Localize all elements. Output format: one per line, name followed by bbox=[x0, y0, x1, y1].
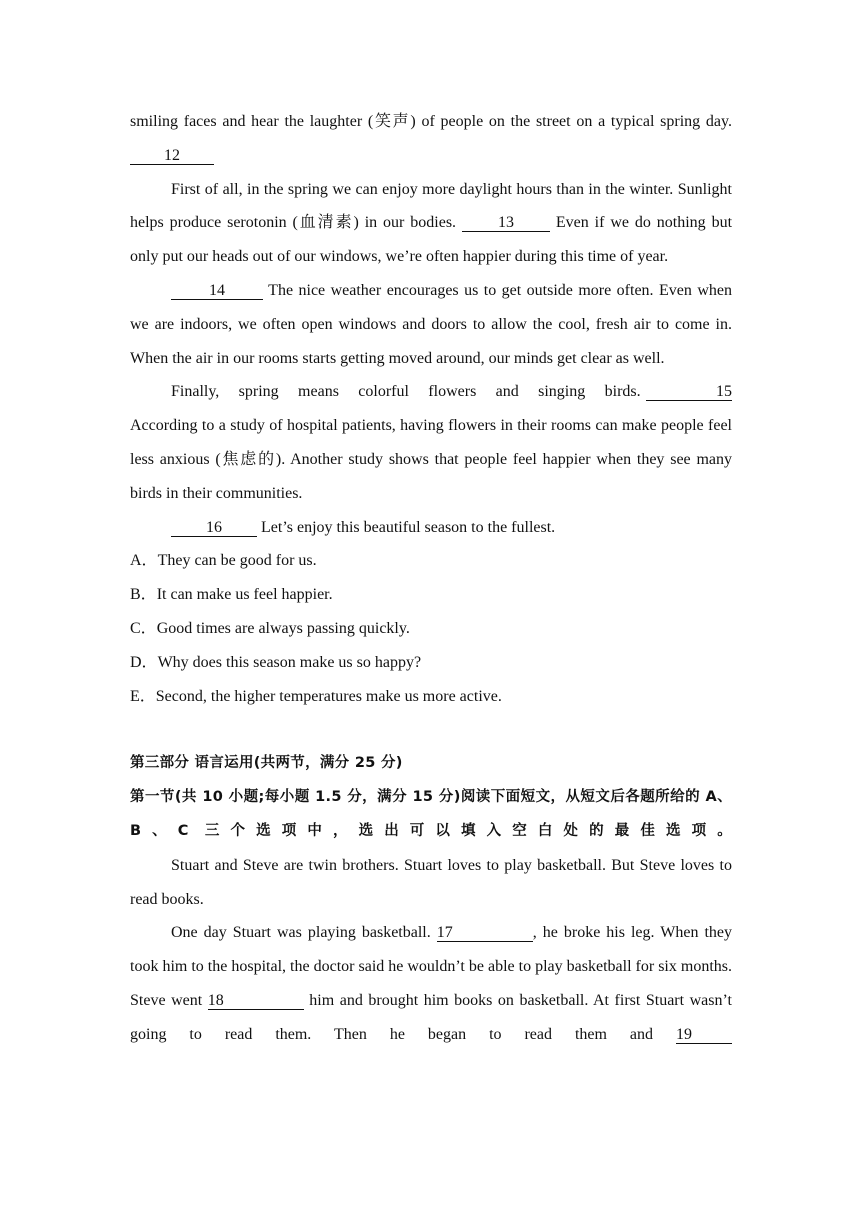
answer-blank-19: 19 bbox=[676, 1027, 732, 1044]
answer-blank-16: 16 bbox=[171, 520, 257, 537]
paragraph-text: him and brought him books on basketball. At first Stuart wasn’t going to read them. Then he began to read them and bbox=[130, 991, 732, 1043]
paragraph-text: The nice weather encourages us to get outside more often. Even when we are indoors, we often open windows and doors to allow the cool, fresh air to come in. When the air in our rooms starts getting moved around, our minds get clear as well. bbox=[130, 281, 732, 367]
option-b bbox=[130, 578, 732, 612]
passage1-paragraph-4 bbox=[130, 511, 732, 545]
paragraph-text: Finally, spring means colorful flowers and singing birds. bbox=[171, 383, 641, 401]
answer-blank-14: 14 bbox=[171, 283, 263, 300]
option-text: Good times are always passing quickly. bbox=[156, 619, 410, 637]
option-text: They can be good for us. bbox=[157, 552, 317, 570]
passage2-paragraph-1 bbox=[130, 849, 732, 917]
option-letter: A． bbox=[130, 552, 158, 570]
option-text: It can make us feel happier. bbox=[156, 586, 333, 604]
passage1-paragraph-0 bbox=[130, 105, 732, 173]
option-letter: D． bbox=[130, 653, 158, 671]
option-text: Second, the higher temperatures make us more active. bbox=[155, 687, 502, 705]
answer-blank-17: 17 bbox=[437, 925, 533, 942]
document-content bbox=[130, 105, 732, 1052]
option-d bbox=[130, 646, 732, 680]
paragraph-text: Even if we do nothing but only put our heads out of our windows, we’re often happier during this time of year. bbox=[130, 214, 733, 266]
option-e bbox=[130, 680, 732, 714]
passage1-paragraph-1 bbox=[130, 173, 732, 274]
option-letter: C． bbox=[130, 619, 157, 637]
passage1-paragraph-2 bbox=[130, 274, 732, 375]
paragraph-text: One day Stuart was playing basketball. bbox=[171, 924, 431, 942]
option-a bbox=[130, 544, 732, 578]
answer-blank-15: 15 bbox=[646, 384, 732, 401]
option-c bbox=[130, 612, 732, 646]
option-letter: E． bbox=[130, 687, 156, 705]
paragraph-text: Stuart and Steve are twin brothers. Stuart loves to play basketball. But Steve loves to read books. bbox=[130, 856, 732, 908]
paragraph-text: smiling faces and hear the laughter (笑声) of people on the street on a typical spring day. bbox=[130, 113, 732, 130]
section-heading: 第三部分 语言运用(共两节，满分 25 分) bbox=[130, 755, 403, 772]
section-spacer bbox=[130, 713, 732, 747]
answer-blank-18: 18 bbox=[208, 993, 304, 1010]
answer-blank-12: 12 bbox=[130, 148, 214, 165]
option-letter: B． bbox=[130, 586, 157, 604]
paragraph-text: First of all, in the spring we can enjoy more daylight hours than in the winter. Sunlight helps produce serotonin (血清素) in our bodies. bbox=[130, 180, 732, 232]
paragraph-text: According to a study of hospital patients, having flowers in their rooms can make people feel less anxious (焦虑的). Another study shows that people feel happier when they see many birds in their communities. bbox=[130, 417, 732, 502]
answer-blank-13: 13 bbox=[462, 215, 550, 232]
paragraph-text: Let’s enjoy this beautiful season to the fullest. bbox=[261, 518, 556, 536]
option-text: Why does this season make us so happy? bbox=[157, 653, 422, 671]
paragraph-text: , he broke his leg. When they took him to the hospital, the doctor said he wouldn’t be able to play basketball for six months. Steve went bbox=[130, 924, 733, 1009]
passage1-paragraph-3 bbox=[130, 375, 732, 510]
section-instructions: 第一节(共 10 小题;每小题 1.5 分，满分 15 分)阅读下面短文，从短文后各题所给的 A、B、C 三个选项中，选出可以填入空白处的最佳选项。 bbox=[130, 789, 732, 839]
passage2-paragraph-2 bbox=[130, 916, 732, 1051]
options-list bbox=[130, 544, 732, 713]
